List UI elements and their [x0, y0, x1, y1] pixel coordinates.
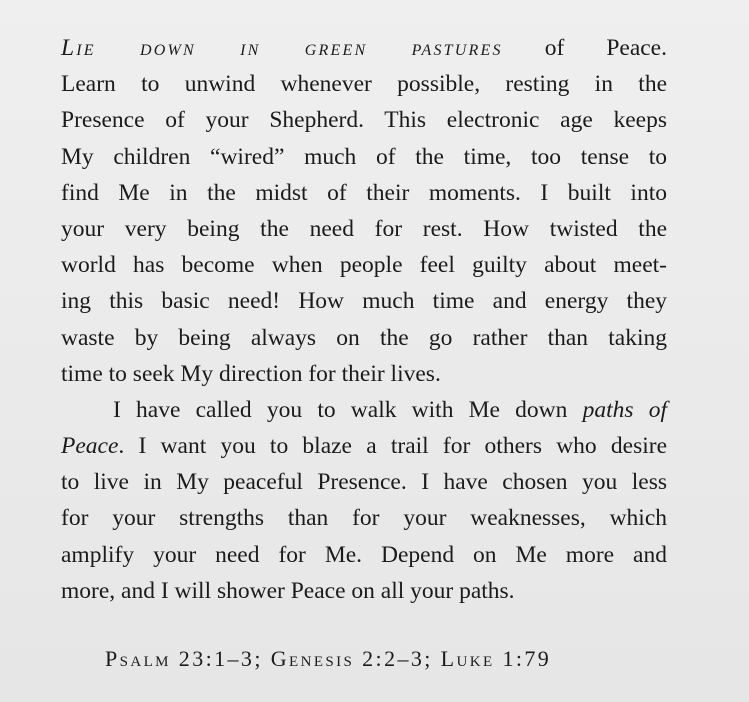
- text-line: more, and I will shower Peace on all your paths.: [61, 577, 515, 604]
- lead-in-phrase: Lie down in green pastures: [61, 35, 503, 61]
- scripture-reference: Psalm 23:1–3; Genesis 2:2–3; Luke 1:79: [105, 646, 552, 671]
- text-line: world has become when people feel guilty about meet-: [61, 252, 667, 279]
- text-line: time to seek My direction for their lives.: [61, 360, 441, 387]
- text-line: amplify your need for Me. Depend on Me more and: [61, 541, 667, 568]
- paragraph-2: [61, 392, 667, 609]
- text-line: Presence of your Shepherd. This electronic age keeps: [61, 107, 667, 134]
- lead-in-continuation: of Peace.: [502, 35, 667, 61]
- line-segment: I have called you to walk with Me down: [113, 396, 583, 423]
- paragraph-1: [61, 30, 667, 392]
- italic-phrase: Peace: [61, 433, 119, 460]
- text-line: your very being the need for rest. How twisted the: [61, 215, 667, 242]
- text-line: for your strengths than for your weaknesses, which: [61, 505, 667, 532]
- italic-phrase: paths of: [582, 396, 667, 423]
- line-segment: . I want you to blaze a trail for others who desire: [118, 433, 667, 460]
- text-line: My children “wired” much of the time, too tense to: [61, 143, 667, 170]
- devotional-text: [61, 30, 667, 609]
- text-line: [61, 30, 667, 66]
- text-line: [61, 428, 667, 464]
- text-line: to live in My peaceful Presence. I have chosen you less: [61, 469, 667, 496]
- text-line: ing this basic need! How much time and energy they: [61, 288, 667, 315]
- text-line: Learn to unwind whenever possible, resting in the: [61, 71, 667, 98]
- text-line: [61, 392, 667, 428]
- text-line: find Me in the midst of their moments. I built into: [61, 179, 667, 206]
- text-line: waste by being always on the go rather than taking: [61, 324, 667, 351]
